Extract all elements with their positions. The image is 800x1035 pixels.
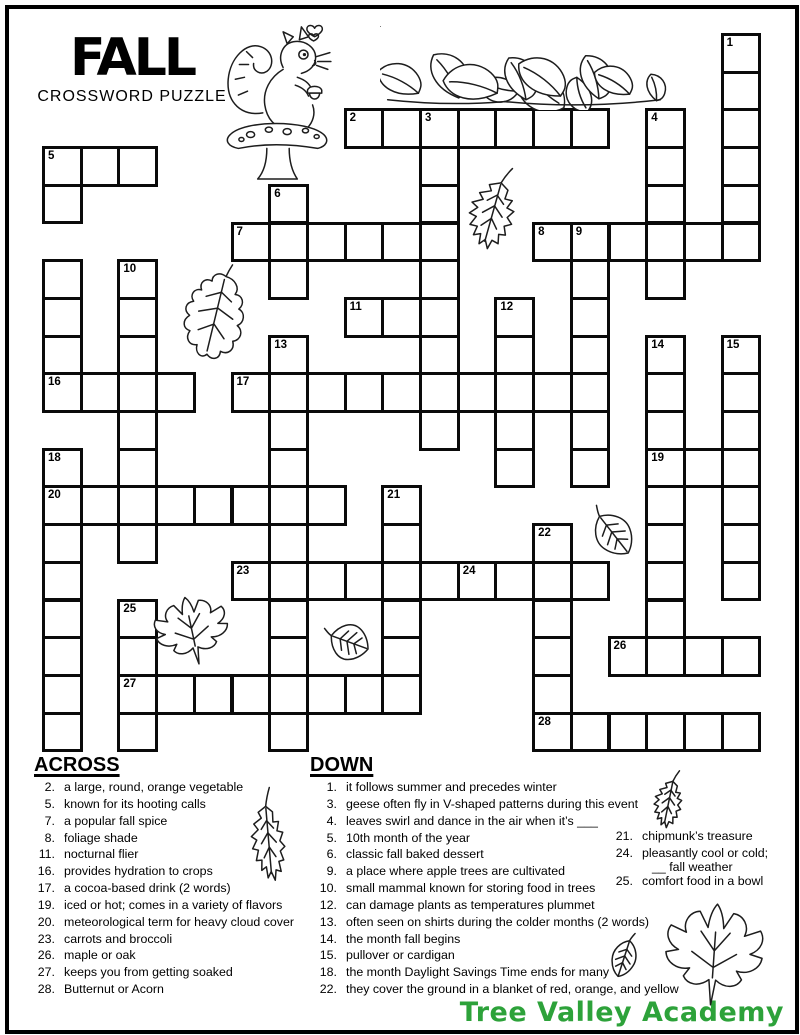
cell-number: 8 [538,225,545,238]
clue-text: known for its hooting calls [64,796,206,811]
jagged-leaf-illustration [637,764,699,836]
grid-cell[interactable] [42,335,83,376]
grid-cell[interactable] [268,372,309,413]
grid-cell[interactable] [645,712,686,753]
grid-cell[interactable] [381,523,422,564]
clue-number: 5. [326,830,337,845]
grid-cell[interactable] [42,523,83,564]
clue-text: maple or oak [64,948,136,963]
grid-cell[interactable] [117,448,158,489]
cell-number: 7 [236,225,243,238]
clue-text: a popular fall spice [64,813,168,828]
grid-cell[interactable] [42,712,83,753]
clue-number: 15. [319,948,337,963]
crossword-grid [42,33,759,750]
clue-number: 25. [615,873,633,888]
clue-number: 22. [319,982,337,997]
grid-cell[interactable] [721,712,762,753]
grid-cell[interactable] [42,599,83,640]
grid-cell[interactable] [117,523,158,564]
page-title: FALL [69,28,195,88]
clue-item [30,948,294,965]
grid-cell[interactable] [42,561,83,602]
clue-number: 23. [37,931,55,946]
cell-number: 3 [425,112,432,125]
clue-number: 7. [44,813,55,828]
grid-cell[interactable] [155,372,196,413]
grid-cell[interactable] [645,636,686,677]
grid-cell[interactable] [268,410,309,451]
grid-cell[interactable] [608,222,649,263]
clue-number: 3. [326,796,337,811]
grid-cell[interactable] [721,108,762,149]
grid-cell[interactable] [381,222,422,263]
clue-text: a place where apple trees are cultivated [346,864,566,879]
grid-cell[interactable] [381,297,422,338]
grid-cell[interactable] [532,599,573,640]
clue-text-line2: __ fall weather [652,859,733,874]
clue-number: 6. [326,847,337,862]
grid-cell[interactable] [268,523,309,564]
clue-number: 1. [326,780,337,794]
grid-cell[interactable] [721,523,762,564]
cell-number: 16 [48,376,61,389]
grid-cell[interactable] [344,561,385,602]
grid-cell[interactable] [645,372,686,413]
grid-cell[interactable] [721,222,762,263]
clue-text: the month Daylight Savings Time ends for many [346,965,610,980]
clue-text: leaves swirl and dance in the air when it’s ___ [346,813,598,828]
clue-text: nocturnal flier [64,847,139,862]
grid-cell[interactable] [268,448,309,489]
clue-text: 10th month of the year [346,830,470,845]
clue-text: iced or hot; comes in a variety of flavors [64,897,283,912]
grid-cell[interactable] [268,222,309,263]
clue-number: 20. [37,914,55,929]
grid-cell[interactable] [268,259,309,300]
grid-cell[interactable] [494,108,535,149]
clue-text: geese often fly in V-shaped patterns during this event [346,796,639,811]
grid-cell[interactable] [721,410,762,451]
clue-number: 16. [37,864,55,879]
grid-cell[interactable] [381,674,422,715]
grid-cell[interactable] [42,636,83,677]
grid-cell[interactable] [306,222,347,263]
clue-text: they cover the ground in a blanket of red, orange, and yellow [346,982,679,997]
grid-cell[interactable] [42,259,83,300]
grid-cell[interactable] [42,674,83,715]
grid-cell[interactable] [532,674,573,715]
clue-number: 13. [319,914,337,929]
clue-number: 2. [44,780,55,794]
grid-cell[interactable] [645,259,686,300]
grid-cell[interactable] [381,561,422,602]
grid-cell[interactable] [419,410,460,451]
clue-text: can damage plants as temperatures plummet [346,897,595,912]
grid-cell[interactable] [306,674,347,715]
clue-item [30,915,294,932]
grid-cell[interactable] [645,222,686,263]
cell-number: 9 [575,225,583,238]
down-heading: DOWN [310,754,374,776]
clue-number: 26. [37,948,55,963]
clue-number: 17. [37,881,55,896]
grid-cell[interactable] [683,636,724,677]
cell-number: 17 [236,376,250,389]
grid-cell[interactable] [721,146,762,187]
clue-number: 28. [37,982,55,997]
clue-number: 12. [319,897,337,912]
clue-text: pullover or cardigan [346,948,455,963]
cell-number: 20 [48,489,61,502]
grid-cell[interactable] [683,222,724,263]
grid-cell[interactable] [306,372,347,413]
grid-cell[interactable] [268,636,309,677]
grid-cell[interactable] [721,71,762,112]
grid-cell[interactable] [419,146,460,187]
grid-cell[interactable] [494,335,535,376]
clue-text: Butternut or Acorn [64,982,164,997]
grid-cell[interactable] [645,523,686,564]
grid-cell[interactable] [645,410,686,451]
grid-cell[interactable] [683,448,724,489]
grid-cell[interactable] [532,561,573,602]
grid-cell[interactable] [721,485,762,526]
grid-cell[interactable] [80,485,121,526]
grid-cell[interactable] [419,259,460,300]
clue-number: 27. [37,965,55,980]
clue-text: small mammal known for storing food in trees [346,881,596,896]
grid-cell[interactable] [683,712,724,753]
clue-item [30,932,294,949]
cell-number: 14 [651,338,664,351]
grid-cell[interactable] [306,485,347,526]
cell-number: 11 [349,300,362,313]
clue-text: carrots and broccoli [64,931,173,946]
grid-cell[interactable] [570,335,611,376]
cell-number: 2 [349,112,356,125]
grid-cell[interactable] [532,108,573,149]
clue-item [30,965,294,982]
clue-text: classic fall baked dessert [346,847,484,862]
clue-text: meteorological term for heavy cloud cover [64,914,295,929]
clue-number: 18. [319,965,337,980]
clue-item [30,982,294,999]
clue-item [312,898,679,915]
grid-cell[interactable] [419,335,460,376]
clue-text: comfort food in a bowl [642,873,764,888]
clue-text: pleasantly cool or cold; [642,845,769,860]
grid-cell[interactable] [570,410,611,451]
grid-cell[interactable] [117,712,158,753]
clue-item [312,797,679,814]
grid-cell[interactable] [268,712,309,753]
grid-cell[interactable] [419,561,460,602]
clue-item [30,898,294,915]
cell-number: 24 [462,564,476,577]
grid-cell[interactable] [645,184,686,225]
grid-cell[interactable] [117,372,158,413]
cell-number: 19 [651,451,664,464]
grid-cell[interactable] [419,297,460,338]
clue-item [608,874,768,891]
grid-cell[interactable] [80,372,121,413]
cell-number: 12 [500,300,514,313]
cell-number: 18 [48,451,61,464]
cell-number: 27 [123,677,137,690]
down-clue-list-continued [608,829,768,891]
clue-text: it follows summer and precedes winter [346,780,557,794]
clue-text: often seen on shirts during the colder months (2 words) [346,914,650,929]
grid-cell[interactable] [42,184,83,225]
grid-cell[interactable] [721,372,762,413]
cell-number: 4 [651,112,658,125]
grid-cell[interactable] [80,146,121,187]
clue-number: 8. [44,830,55,845]
clue-text: chipmunk’s treasure [642,829,753,843]
cell-number: 22 [538,527,551,540]
grid-cell[interactable] [231,674,272,715]
grid-cell[interactable] [570,712,611,753]
clue-number: 24. [615,845,633,860]
cell-number: 5 [48,150,55,163]
grid-cell[interactable] [344,674,385,715]
grid-cell[interactable] [645,146,686,187]
cell-number: 13 [274,338,287,351]
clue-number: 10. [319,881,337,896]
cell-number: 26 [613,640,627,653]
clue-text: a large, round, orange vegetable [64,780,244,794]
grid-cell[interactable] [381,636,422,677]
grid-cell[interactable] [570,448,611,489]
grid-cell[interactable] [608,712,649,753]
grid-cell[interactable] [344,372,385,413]
grid-cell[interactable] [457,372,498,413]
clue-number: 9. [326,864,337,879]
grid-cell[interactable] [645,561,686,602]
cell-number: 10 [123,263,137,276]
clue-item [312,780,679,797]
grid-cell[interactable] [231,485,272,526]
grid-cell[interactable] [117,297,158,338]
clue-text: the month fall begins [346,931,461,946]
maple-leaf-illustration [655,899,774,1011]
grid-cell[interactable] [306,561,347,602]
grid-cell[interactable] [721,636,762,677]
clue-number: 5. [44,796,55,811]
grid-cell[interactable] [268,599,309,640]
clue-text: keeps you from getting soaked [64,965,233,980]
grid-cell[interactable] [721,561,762,602]
grid-cell[interactable] [381,108,422,149]
grid-cell[interactable] [155,674,196,715]
grid-cell[interactable] [570,259,611,300]
grid-cell[interactable] [570,372,611,413]
clue-text: a cocoa-based drink (2 words) [64,881,231,896]
across-heading: ACROSS [34,754,120,776]
leaf-pile-illustration [380,26,668,110]
cell-number: 28 [538,715,551,728]
grid-cell[interactable] [42,297,83,338]
grid-cell[interactable] [344,222,385,263]
clue-text: provides hydration to crops [64,864,213,879]
cell-number: 1 [726,37,733,49]
grid-cell[interactable] [532,636,573,677]
grid-cell[interactable] [193,674,234,715]
clue-text: foliage shade [64,830,138,845]
grid-cell[interactable] [193,485,234,526]
cell-number: 21 [387,489,401,502]
clue-number: 19. [37,897,55,912]
clue-item [608,846,768,874]
grid-cell[interactable] [494,372,535,413]
grid-cell[interactable] [494,561,535,602]
grid-cell[interactable] [721,448,762,489]
grid-cell[interactable] [268,561,309,602]
clue-item [312,814,679,831]
grid-cell[interactable] [155,485,196,526]
grid-cell[interactable] [381,372,422,413]
grid-cell[interactable] [268,674,309,715]
squirrel-on-mushroom-illustration [216,20,338,183]
grid-cell[interactable] [570,297,611,338]
cell-number: 25 [123,602,137,615]
grid-cell[interactable] [570,108,611,149]
grid-cell[interactable] [645,485,686,526]
grid-cell[interactable] [268,485,309,526]
clue-number: 14. [319,931,337,946]
grid-cell[interactable] [381,599,422,640]
grid-cell[interactable] [721,184,762,225]
clue-number: 11. [38,847,55,862]
grid-cell[interactable] [117,335,158,376]
grid-cell[interactable] [419,372,460,413]
clue-number: 21. [615,829,633,843]
grid-cell[interactable] [457,108,498,149]
cell-number: 23 [236,564,250,577]
clue-number: 4. [326,813,337,828]
jagged-leaf-illustration [231,783,303,891]
grid-cell[interactable] [117,485,158,526]
cell-number: 15 [726,338,740,351]
grid-cell[interactable] [494,410,535,451]
cell-number: 6 [274,187,281,200]
grid-cell[interactable] [117,410,158,451]
brand-logo-text: Tree Valley Academy [459,997,784,1028]
page-subtitle: CROSSWORD PUZZLE [37,88,227,105]
grid-cell[interactable] [494,448,535,489]
grid-cell[interactable] [117,146,158,187]
grid-cell[interactable] [645,599,686,640]
grid-cell[interactable] [532,372,573,413]
